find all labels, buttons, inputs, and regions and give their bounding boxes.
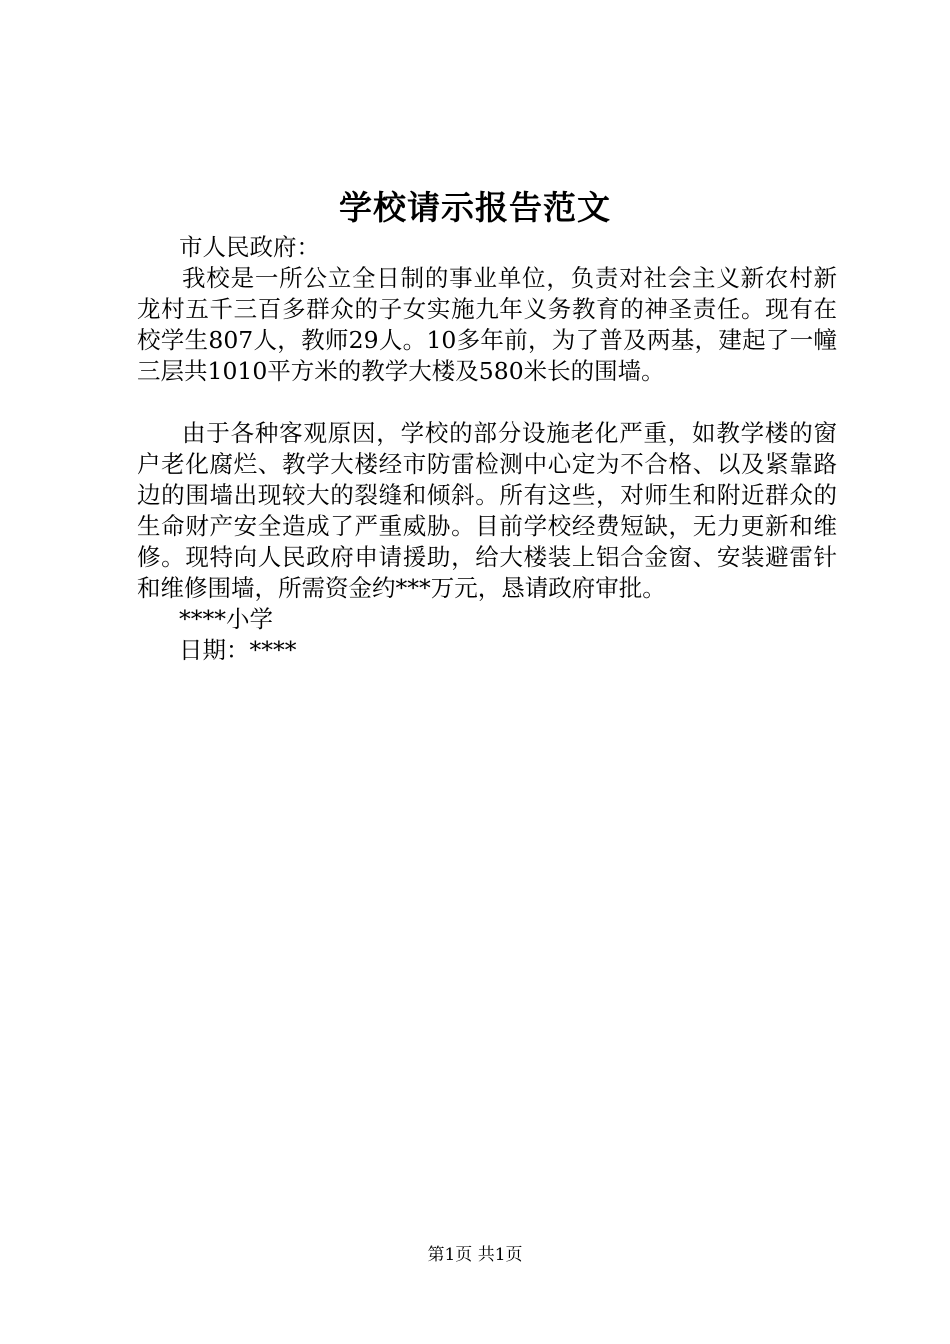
document-body [137, 232, 837, 666]
signature: ****小学 [179, 605, 273, 633]
paragraph-2: 由于各种客观原因，学校的部分设施老化严重，如教学楼的窗户老化腐烂、教学大楼经市防雷检测中心定为不合格、以及紧靠路边的围墙出现较大的裂缝和倾斜。所有这些，对师生和附近群众的生命财产安全造成了严重威胁。目前学校经费短缺，无力更新和维修。现特向人民政府申请援助，给大楼装上铝合金窗、安装避雷针和维修围墙，所需资金约***万元，恳请政府审批。 [137, 419, 837, 602]
date-line: 日期：**** [179, 636, 297, 664]
document-title: 学校请示报告范文 [339, 188, 611, 227]
page-footer: 第1页 共1页 [427, 1245, 523, 1265]
salutation: 市人民政府： [179, 233, 320, 261]
paragraph-1: 我校是一所公立全日制的事业单位，负责对社会主义新农村新龙村五千三百多群众的子女实施九年义务教育的神圣责任。现有在校学生807人，教师29人。10多年前，为了普及两基，建起了一幢三层共1010平方米的教学大楼及580米长的围墙。 [137, 264, 837, 385]
